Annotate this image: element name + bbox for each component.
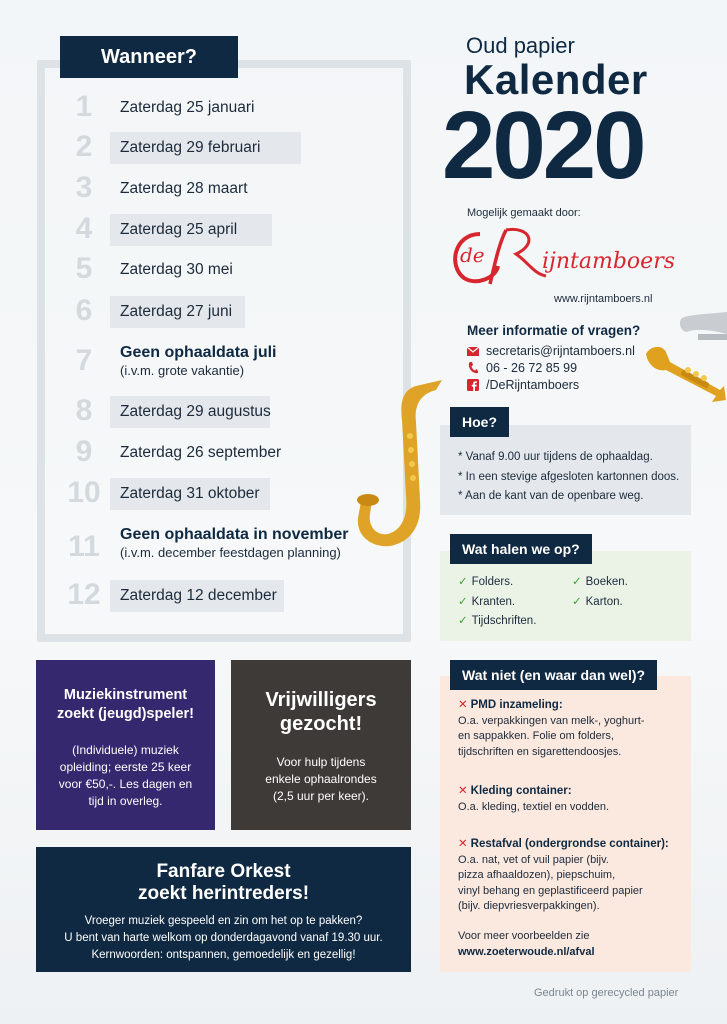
fanfare-title: Fanfare Orkest zoekt herintreders! (137, 861, 310, 904)
check-icon: ✓ (572, 596, 582, 608)
fanfare-body: Vroeger muziek gespeeld en zin om het op te pakken? U bent van harte welkom op donderdagavond vanaf 19.30 uur. Kernwoorden: ontspannen, gemoedelijk en gezellig! (64, 915, 383, 961)
calendar-number: 6 (75, 294, 93, 327)
contact-phone (467, 361, 577, 375)
phone-text[interactable]: 06 - 26 72 85 99 (486, 361, 578, 375)
list-item: ✓ Kranten. (458, 596, 516, 608)
check-icon: ✓ (458, 615, 468, 627)
calendar-number: 8 (75, 394, 93, 427)
cross-icon: ✕ (458, 785, 468, 797)
calendar-number: 1 (75, 90, 93, 123)
list-item: ✓ Karton. (572, 596, 623, 608)
saxophone-icon (356, 376, 448, 548)
calendar-note-title: Geen ophaaldata in november (120, 526, 349, 543)
hoe-list (458, 448, 679, 507)
made-by-label: Mogelijk gemaakt door: (467, 207, 581, 219)
calendar-date: Zaterdag 29 augustus (110, 396, 270, 428)
calendar-number: 12 (67, 578, 101, 611)
cross-icon: ✕ (458, 838, 468, 850)
cross-icon: ✕ (458, 699, 468, 711)
calendar-date: Zaterdag 25 april (110, 214, 272, 246)
check-icon: ✓ (458, 576, 468, 588)
calendar-date: Zaterdag 28 maart (120, 180, 248, 197)
list-item: * Aan de kant van de openbare weg. (458, 490, 644, 502)
website-label: www.rijntamboers.nl (554, 293, 653, 305)
calendar-date: Zaterdag 25 januari (120, 99, 255, 116)
calendar-note-title: Geen ophaaldata juli (120, 344, 277, 361)
calendar-number: 5 (75, 252, 93, 285)
niet-kleding: ✕ Kleding container: O.a. kleding, textiel en vodden. (458, 785, 610, 813)
list-item: * Vanaf 9.00 uur tijdens de ophaaldag. (458, 451, 653, 463)
muziek-body: (Individuele) muziek opleiding; eerste 25 keer voor €50,-. Les dagen en tijd in overleg. (58, 743, 193, 808)
calendar-number: 7 (75, 344, 93, 377)
calendar-date: Zaterdag 31 oktober (110, 478, 270, 510)
fanfare-panel (36, 847, 411, 972)
niet-pmd: ✕ PMD inzameling: O.a. verpakkingen van melk-, yoghurt- en sappakken. Folie om folders, tijdschriften en sigarettendoosjes. (458, 699, 645, 758)
poster-subtitle: Oud papier (466, 33, 575, 58)
check-icon: ✓ (458, 596, 468, 608)
poster-year: 2020 (442, 92, 644, 199)
niet-restafval: ✕ Restafval (ondergrondse container): O.a. nat, vet of vuil papier (bijv. pizza afhaaldozen), piepschuim, vinyl behang en geplastificeerd papier (bijv. diepvriesverpakkingen). (458, 838, 669, 912)
calendar-note-text: (i.v.m. december feestdagen planning) (120, 545, 341, 560)
vrijwilligers-panel (231, 660, 411, 830)
calendar-note-text: (i.v.m. grote vakantie) (120, 363, 245, 378)
calendar-date: Zaterdag 27 juni (110, 296, 245, 328)
contact-heading: Meer informatie of vragen? (467, 323, 641, 338)
rijntamboers-logo (446, 226, 675, 288)
calendar-date: Zaterdag 26 september (120, 444, 282, 461)
check-icon: ✓ (572, 576, 582, 588)
vrijwilligers-title: Vrijwilligers gezocht! (265, 689, 377, 735)
afval-link[interactable]: www.zoeterwoude.nl/afval (458, 945, 595, 958)
calendar-number: 2 (75, 130, 93, 163)
calendar-number: 11 (68, 530, 100, 563)
footer-note: Gedrukt op gerecycled papier (534, 987, 679, 999)
phone-icon (467, 362, 479, 374)
calendar-date: Zaterdag 30 mei (120, 261, 233, 278)
contact-email (467, 344, 635, 358)
svg-text:de: de (460, 243, 485, 267)
calendar-note (120, 344, 276, 378)
calendar-heading: Wanneer? (60, 36, 238, 78)
list-item: * In een stevige afgesloten kartonnen doos. (458, 470, 680, 483)
muziek-title: Muziekinstrument zoekt (jeugd)speler! (57, 687, 194, 722)
calendar-number: 9 (75, 435, 93, 468)
contact-facebook (467, 378, 579, 392)
email-text[interactable]: secretaris@rijntamboers.nl (486, 344, 635, 358)
svg-text:ijntamboers: ijntamboers (542, 249, 675, 274)
facebook-text[interactable]: /DeRijntamboers (486, 378, 580, 392)
trumpet-gold-icon (640, 340, 727, 420)
wat-heading: Wat halen we op? (450, 534, 592, 564)
niet-heading: Wat niet (en waar dan wel)? (450, 660, 657, 690)
vrijwilligers-body: Voor hulp tijdens enkele ophaalrondes (2,5 uur per keer). (265, 755, 377, 803)
list-item: ✓ Tijdschriften. (458, 615, 537, 627)
poster-title: Kalender (464, 56, 648, 103)
mail-icon (467, 345, 479, 357)
calendar-date: Zaterdag 29 februari (110, 132, 301, 164)
calendar-number: 10 (67, 476, 101, 509)
calendar-date: Zaterdag 12 december (110, 580, 284, 612)
calendar-number: 4 (75, 212, 93, 245)
niet-more: Voor meer voorbeelden zie www.zoeterwoude.nl/afval (458, 929, 595, 960)
list-item: ✓ Folders. (458, 576, 514, 588)
facebook-icon (467, 379, 479, 391)
calendar-note (120, 526, 349, 560)
hoe-heading: Hoe? (450, 407, 509, 437)
muziek-panel (36, 660, 215, 830)
calendar-number: 3 (75, 171, 93, 204)
list-item: ✓ Boeken. (572, 576, 628, 588)
